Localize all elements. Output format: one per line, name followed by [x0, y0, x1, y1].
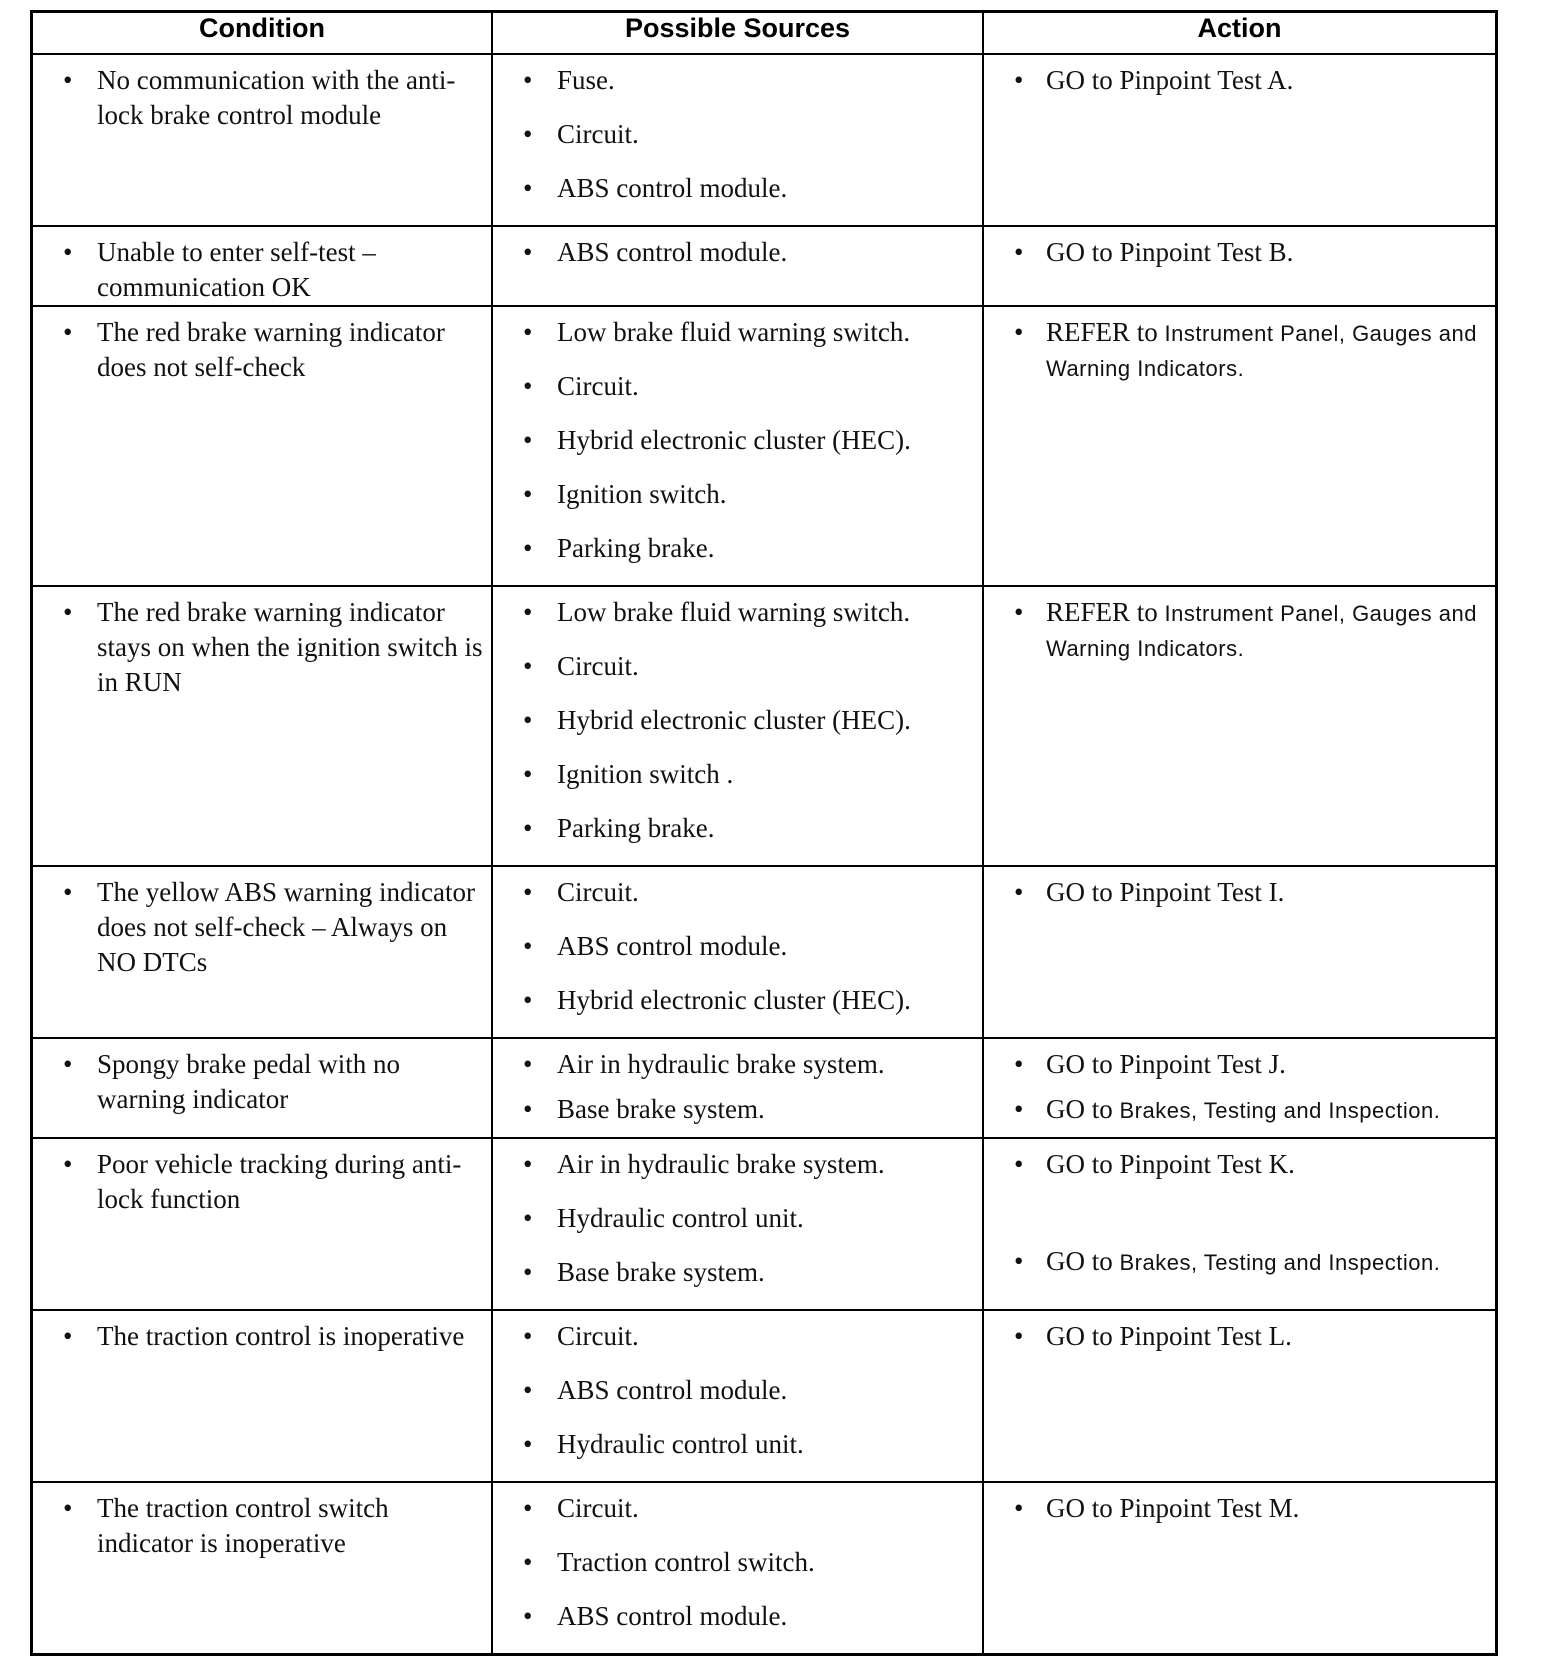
action-cell	[983, 1138, 1497, 1310]
table-row	[32, 866, 1497, 1038]
condition-cell	[32, 54, 493, 226]
source-item: • Low brake fluid warning switch.	[493, 315, 982, 350]
table-row	[32, 226, 1497, 306]
action-reference: Instrument Panel, Gauges and Warning Indicators.	[1046, 601, 1477, 661]
source-item: • Air in hydraulic brake system.	[493, 1147, 982, 1182]
action-reference: Brakes, Testing and Inspection.	[1119, 1250, 1441, 1275]
table-row	[32, 54, 1497, 226]
table-body	[32, 54, 1497, 1655]
action-cell	[983, 1038, 1497, 1138]
condition-text: • The yellow ABS warning indicator does not self-check – Always on NO DTCs	[33, 875, 491, 980]
condition-text: • Spongy brake pedal with no warning indicator	[33, 1047, 491, 1117]
source-item: • Hybrid electronic cluster (HEC).	[493, 703, 982, 738]
action-item	[984, 1147, 1495, 1182]
action-lead: REFER to	[1046, 317, 1165, 347]
action-item	[984, 63, 1495, 98]
action-item	[984, 1244, 1495, 1279]
action-cell	[983, 306, 1497, 586]
source-item: • Circuit.	[493, 875, 982, 910]
table-row	[32, 1138, 1497, 1310]
table-row	[32, 1482, 1497, 1655]
action-cell	[983, 866, 1497, 1038]
action-item	[984, 595, 1495, 665]
table-row	[32, 306, 1497, 586]
action-cell	[983, 54, 1497, 226]
action-lead: REFER to	[1046, 597, 1165, 627]
sources-cell	[492, 1310, 983, 1482]
action-cell	[983, 1310, 1497, 1482]
action-item	[984, 1319, 1495, 1354]
condition-text: • The red brake warning indicator stays on when the ignition switch is in RUN	[33, 595, 491, 700]
condition-text: • Unable to enter self-test – communication OK	[33, 235, 491, 305]
source-item: • ABS control module.	[493, 1373, 982, 1408]
condition-cell	[32, 1138, 493, 1310]
source-item: • Traction control switch.	[493, 1545, 982, 1580]
source-item: • ABS control module.	[493, 929, 982, 964]
sources-cell	[492, 586, 983, 866]
condition-text: • No communication with the anti-lock brake control module	[33, 63, 491, 133]
header-possible-sources: Possible Sources	[492, 12, 983, 55]
sources-cell	[492, 1138, 983, 1310]
source-item: • Air in hydraulic brake system.	[493, 1047, 982, 1082]
source-item: • Parking brake.	[493, 811, 982, 846]
source-item: • Hybrid electronic cluster (HEC).	[493, 983, 982, 1018]
action-cell	[983, 586, 1497, 866]
table-row	[32, 1310, 1497, 1482]
header-action: Action	[983, 12, 1497, 55]
action-lead: GO to	[1046, 1246, 1120, 1276]
action-item	[984, 1047, 1495, 1082]
source-item: • Circuit.	[493, 1319, 982, 1354]
condition-cell	[32, 226, 493, 306]
action-lead: GO to Pinpoint Test B.	[1046, 237, 1294, 267]
action-item	[984, 315, 1495, 385]
sources-cell	[492, 1482, 983, 1655]
source-item: • Circuit.	[493, 369, 982, 404]
source-item: • Parking brake.	[493, 531, 982, 566]
table-row	[32, 586, 1497, 866]
condition-text: • The traction control switch indicator is inoperative	[33, 1491, 491, 1561]
action-item	[984, 235, 1495, 270]
source-item: • Circuit.	[493, 1491, 982, 1526]
action-cell	[983, 1482, 1497, 1655]
action-lead: GO to Pinpoint Test L.	[1046, 1321, 1292, 1351]
sources-cell	[492, 306, 983, 586]
sources-cell	[492, 54, 983, 226]
source-item: • Base brake system.	[493, 1255, 982, 1290]
source-item: • ABS control module.	[493, 235, 982, 270]
source-item: • Base brake system.	[493, 1092, 982, 1127]
source-item: • Hydraulic control unit.	[493, 1427, 982, 1462]
condition-cell	[32, 586, 493, 866]
header-row	[32, 12, 1497, 55]
action-lead: GO to Pinpoint Test J.	[1046, 1049, 1286, 1079]
condition-cell	[32, 1310, 493, 1482]
source-item: • Fuse.	[493, 63, 982, 98]
action-reference: Brakes, Testing and Inspection.	[1119, 1098, 1441, 1123]
source-item: • Hydraulic control unit.	[493, 1201, 982, 1236]
source-item: • ABS control module.	[493, 1599, 982, 1634]
source-item: • Circuit.	[493, 117, 982, 152]
sources-cell	[492, 226, 983, 306]
condition-text: • The traction control is inoperative	[33, 1319, 491, 1354]
condition-cell	[32, 866, 493, 1038]
source-item: • Ignition switch .	[493, 757, 982, 792]
action-lead: GO to Pinpoint Test K.	[1046, 1149, 1295, 1179]
action-reference: Instrument Panel, Gauges and Warning Indicators.	[1046, 321, 1477, 381]
condition-cell	[32, 1482, 493, 1655]
action-lead: GO to Pinpoint Test A.	[1046, 65, 1294, 95]
source-item: • Hybrid electronic cluster (HEC).	[493, 423, 982, 458]
condition-cell	[32, 306, 493, 586]
table-row	[32, 1038, 1497, 1138]
action-cell	[983, 226, 1497, 306]
sources-cell	[492, 1038, 983, 1138]
action-item	[984, 875, 1495, 910]
sources-cell	[492, 866, 983, 1038]
source-item: • Circuit.	[493, 649, 982, 684]
source-item: • Ignition switch.	[493, 477, 982, 512]
header-condition: Condition	[32, 12, 493, 55]
action-lead: GO to Pinpoint Test I.	[1046, 877, 1285, 907]
source-item: • Low brake fluid warning switch.	[493, 595, 982, 630]
diagnostic-table	[30, 10, 1498, 1656]
condition-text: • The red brake warning indicator does not self-check	[33, 315, 491, 385]
action-lead: GO to Pinpoint Test M.	[1046, 1493, 1300, 1523]
action-item	[984, 1491, 1495, 1526]
source-item: • ABS control module.	[493, 171, 982, 206]
action-lead: GO to	[1046, 1094, 1120, 1124]
condition-cell	[32, 1038, 493, 1138]
action-item	[984, 1092, 1495, 1127]
condition-text: • Poor vehicle tracking during anti-lock function	[33, 1147, 491, 1217]
